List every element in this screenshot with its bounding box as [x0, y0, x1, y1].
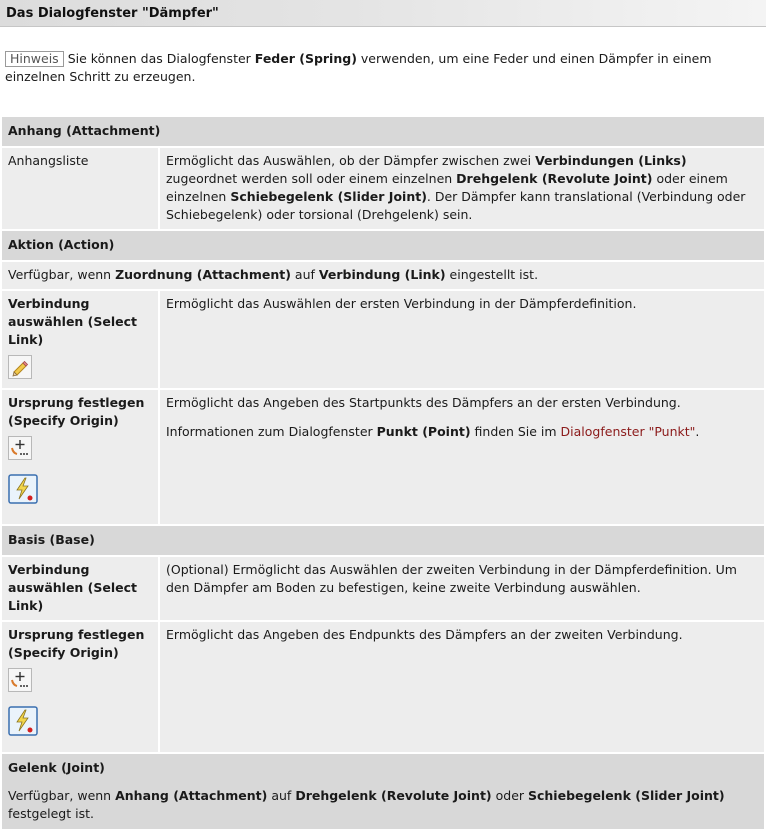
option-desc-base-specify-origin: Ermöglicht das Angeben des Endpunkts des Dämpfers an der zweiten Verbindung. [160, 622, 764, 752]
options-table [0, 115, 766, 831]
lightning-icon[interactable] [8, 474, 38, 504]
point-plus-icon[interactable] [8, 436, 32, 460]
lightning-icon[interactable] [8, 706, 38, 736]
availability-note-joint: Verfügbar, wenn Anhang (Attachment) auf Drehgelenk (Revolute Joint) oder Schiebegelenk (Slider Joint) festgelegt ist. [8, 788, 725, 821]
option-label-select-link: Verbindung auswählen (Select Link) [2, 291, 158, 388]
section-header-base: Basis (Base) [2, 526, 764, 555]
option-desc-base-select-link: (Optional) Ermöglicht das Auswählen der zweiten Verbindung in der Dämpferdefinition. Um den Dämpfer am Boden zu befestigen, keine zweite Verbindung auswählen. [160, 557, 764, 620]
point-plus-icon[interactable] [8, 668, 32, 692]
option-desc-specify-origin: Ermöglicht das Angeben des Startpunkts des Dämpfers an der ersten Verbindung. Informationen zum Dialogfenster Punkt (Point) finden Sie im Dialogfenster "Punkt". [160, 390, 764, 524]
option-desc-select-link: Ermöglicht das Auswählen der ersten Verbindung in der Dämpferdefinition. [160, 291, 764, 388]
option-desc-attachment-list: Ermöglicht das Auswählen, ob der Dämpfer zwischen zwei Verbindungen (Links) zugeordnet werden soll oder einem einzelnen Drehgelenk (Revolute Joint) oder einem einzelnen Schiebegelenk (Slider Joint). Der Dämpfer kann translational (Verbindung oder Schiebegelenk) oder torsional (Drehgelenk) sein. [160, 148, 764, 229]
option-label-base-specify-origin: Ursprung festlegen (Specify Origin) [2, 622, 158, 752]
option-label-base-select-link: Verbindung auswählen (Select Link) [2, 557, 158, 620]
option-label-attachment-list: Anhangsliste [2, 148, 158, 229]
note-block: Hinweis Sie können das Dialogfenster Feder (Spring) verwenden, um eine Feder und einen Dämpfer in einem einzelnen Schritt zu erzeugen. [5, 51, 712, 84]
section-header-action: Aktion (Action) [2, 231, 764, 260]
page-title: Das Dialogfenster "Dämpfer" [0, 0, 766, 27]
table-row [2, 148, 764, 229]
section-header-row [2, 117, 764, 146]
availability-note-action: Verfügbar, wenn Zuordnung (Attachment) auf Verbindung (Link) eingestellt ist. [2, 262, 764, 289]
note-label: Hinweis [5, 51, 64, 67]
table-row [2, 390, 764, 524]
table-row [2, 291, 764, 388]
section-header-attachment: Anhang (Attachment) [2, 117, 764, 146]
section-header-row [2, 754, 764, 829]
section-header-row [2, 526, 764, 555]
point-dialog-link[interactable]: Dialogfenster "Punkt" [560, 424, 696, 439]
pencil-icon[interactable] [8, 355, 32, 379]
table-row [2, 262, 764, 289]
section-header-row [2, 231, 764, 260]
table-row [2, 557, 764, 620]
section-header-joint: Gelenk (Joint) Verfügbar, wenn Anhang (Attachment) auf Drehgelenk (Revolute Joint) oder Schiebegelenk (Slider Joint) festgelegt ist. [2, 754, 764, 829]
option-label-specify-origin: Ursprung festlegen (Specify Origin) [2, 390, 158, 524]
table-row [2, 622, 764, 752]
